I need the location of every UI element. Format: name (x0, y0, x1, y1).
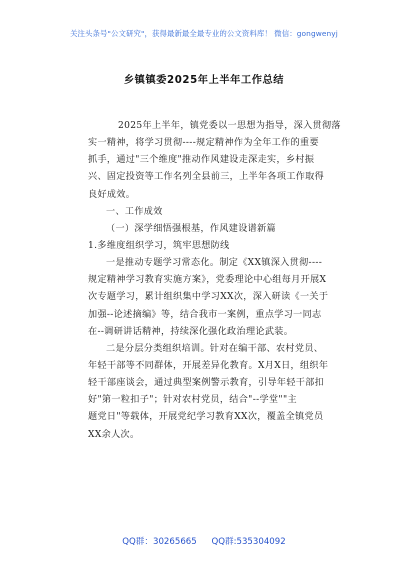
paragraph-line: 二是分层分类组织培训。针对在编干部、农村党员、 (106, 343, 324, 354)
paragraph-line: 兴、固定投资等工作名列全县前三，上半年各项工作取得 (88, 172, 325, 183)
paragraph-line: 好"第一粒扣子"；针对农村党员，结合"--学堂""主 (88, 395, 297, 406)
paragraph-line: 年轻干部等不同群体，开展差异化教育。X月X日，组织年 (88, 360, 329, 371)
paragraph-line: 良好成效。 (88, 189, 136, 200)
paragraph-line: 加强--论述摘编》等，结合我市一案例，重点学习一同志 (88, 309, 322, 320)
footer-contact (0, 535, 408, 547)
subsection-heading: （一）深学细悟强根基，作风建设谱新篇 (106, 223, 276, 234)
document-body (88, 118, 356, 444)
item-heading: 1.多维度组织学习，筑牢思想防线 (88, 240, 230, 251)
section-heading: 一、工作成效 (106, 206, 163, 217)
paragraph-line: 实一精神，将学习贯彻----规定精神作为全年工作的重要 (88, 138, 319, 149)
paragraph-line: 2025年上半年，镇党委以一思想为指导，深入贯彻落 (118, 121, 341, 131)
paragraph-line: XX余人次。 (88, 429, 140, 440)
paragraph-line: 轻干部座谈会，通过典型案例警示教育，引导年轻干部扣 (88, 378, 325, 389)
document-title: 乡镇镇委2025年上半年工作总结 (123, 75, 285, 86)
promo-banner[interactable]: 关注头条号"公文研究"，获得最新最全最专业的公文资料库！ 微信：gongwenyj (70, 29, 338, 38)
qq-group-1[interactable]: QQ群：30265665 (122, 537, 197, 547)
qq-group-2[interactable]: QQ群:535304092 (211, 537, 286, 547)
paragraph-line: 规定精神学习教育实施方案》，党委理论中心组每月开展X (88, 275, 327, 286)
paragraph-line: 题党日"等载体，开展党纪学习教育XX次，覆盖全镇党员 (88, 412, 324, 423)
paragraph-line: 次专题学习，累计组织集中学习XX次，深入研读《一关于 (88, 292, 329, 303)
paragraph-line: 在--调研讲话精神，持续深化强化政治理论武装。 (88, 326, 294, 337)
paragraph-line: 一是推动专题学习常态化。制定《XX镇深入贯彻---- (106, 258, 323, 269)
paragraph-line: 抓手，通过"三个维度"推动作风建设走深走实，乡村振 (88, 155, 315, 166)
